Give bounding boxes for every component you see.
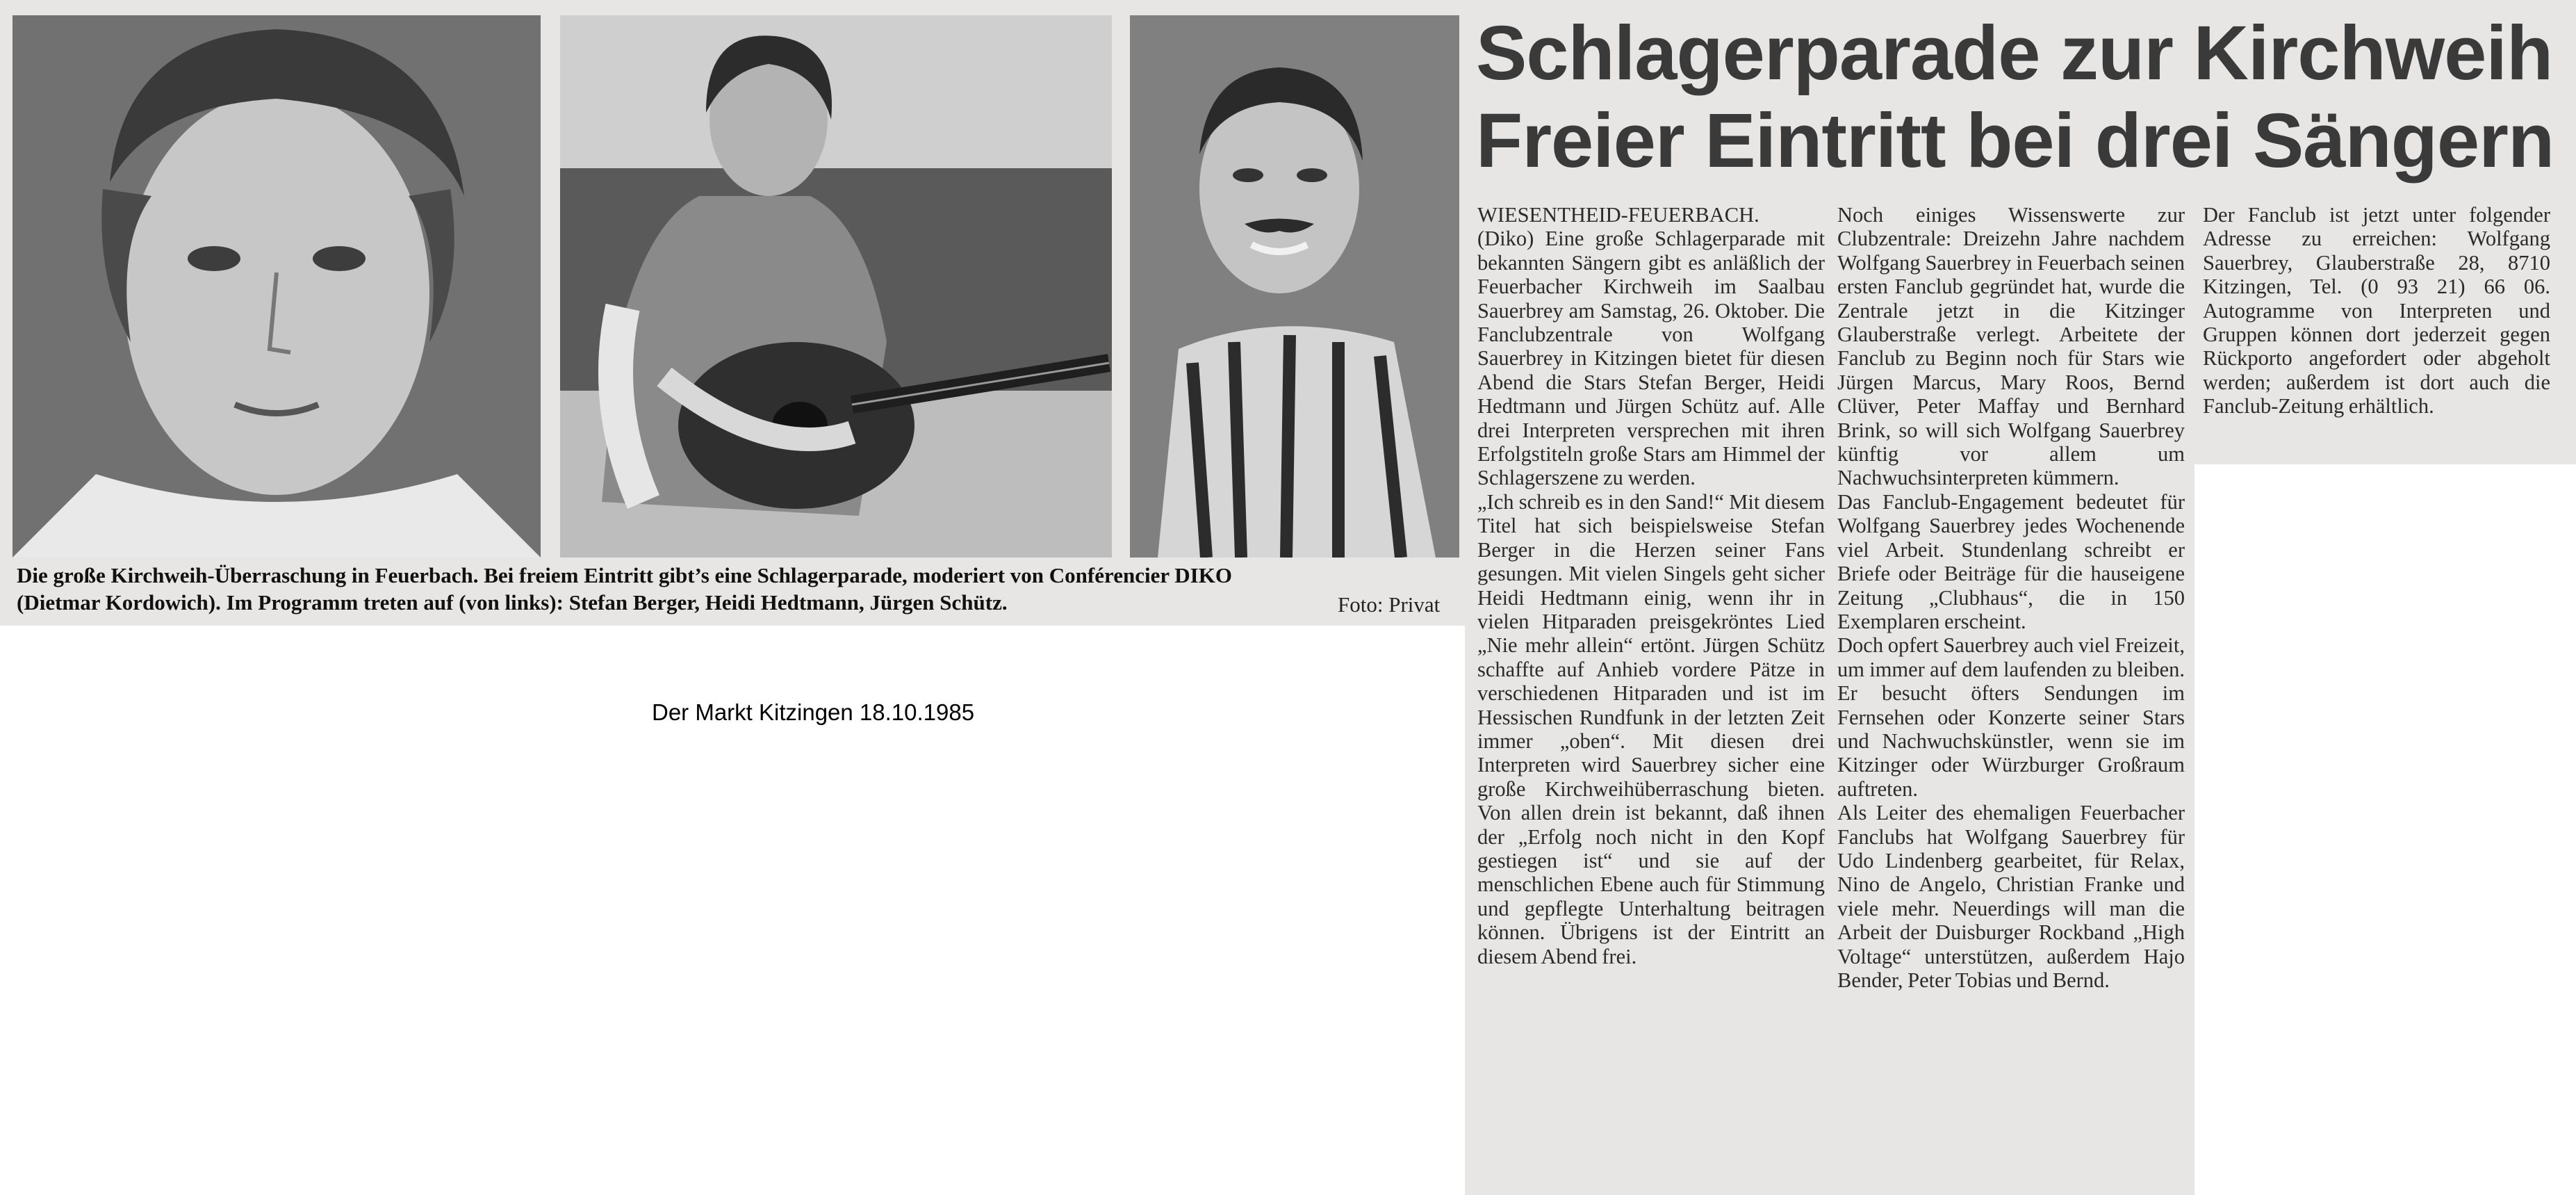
- column-3-paragraph-1: Der Fanclub ist jetzt unter folgender Adresse zu erreichen: Wolfgang Sauerbrey, Glauberstraße 28, 8710 Kitzingen, Tel. (0 93 21) 66 06. Autogramme von Interpreten und Gruppen können dort jederzeit gegen Rückporto angefordert oder abgeholt werden; außerdem ist dort auch die Fanclub-Zeitung erhältlich.: [2203, 203, 2550, 418]
- headline-line-2: Freier Eintritt bei drei Sängern: [1476, 98, 2554, 184]
- dateline: WIESENTHEID-FEUERBACH.: [1477, 203, 1759, 227]
- article-headline: [1476, 10, 2574, 185]
- column-1-paragraph-2: „Ich schreib es in den Sand!“ Mit diesem Titel hat sich beispielsweise Stefan Berger in die Herzen seiner Fans gesungen. Mit vielen Singels geht sicher Heidi Hedtmann einig, wenn ihr in vielen Hitparaden preisgekröntes Lied „Nie mehr allein“ ertönt. Jürgen Schütz schaffte auf Anhieb vordere Pätze in verschiedenen Hitparaden und ist im Hessischen Rundfunk in der letzten Zeit immer „oben“. Mit diesen drei Interpreten wird Sauerbrey sicher eine große Kirchweihüberraschung bieten. Von allen drein ist bekannt, daß ihnen der „Erfolg noch nicht in den Kopf gestiegen ist“ und sie auf der menschlichen Ebene auch für Stimmung und gepflegte Unterhaltung beitragen können. Übrigens ist der Eintritt an diesem Abend frei.: [1477, 489, 1825, 968]
- column-1-paragraph-1: (Diko) Eine große Schlagerparade mit bekannten Sängern gibt es anläßlich der Feuerbacher Kirchweih im Saalbau Sauerbrey am Samstag, 26. Oktober. Die Fanclubzentrale von Wolfgang Sauerbrey in Kitzingen bietet für diesen Abend die Stars Stefan Berger, Heidi Hedtmann und Jürgen Schütz auf. Alle drei Interpreten versprechen mit ihren Erfolgstiteln große Stars am Himmel der Schlagerszene zu werden.: [1477, 227, 1825, 490]
- article-column-3: [2203, 203, 2550, 418]
- photo-heidi-hedtmann: [560, 15, 1112, 558]
- photo-caption: [17, 562, 1434, 616]
- column-2-paragraph-1: Noch einiges Wissenswerte zur Clubzentrale: Dreizehn Jahre nachdem Wolfgang Sauerbrey in Feuerbach seinen ersten Fanclub gegründet hat, wurde die Zentrale jetzt in die Kitzinger Glauberstraße verlegt. Arbeitete der Fanclub zu Beginn noch für Stars wie Jürgen Marcus, Mary Roos, Bernd Clüver, Peter Maffay und Bernhard Brink, so will sich Wolfgang Sauerbrey künftig vor allem um Nachwuchsinterpreten kümmern.: [1837, 203, 2185, 490]
- photo-juergen-schuetz: [1130, 15, 1459, 558]
- caption-line-2: (Dietmar Kordowich). Im Programm treten auf (von links): Stefan Berger, Heidi Hedtmann, Jürgen Schütz.: [17, 590, 1008, 615]
- caption-line-1: Die große Kirchweih-Überraschung in Feuerbach. Bei freiem Eintritt gibt’s eine Schlagerparade, moderiert von Conférencier DIKO: [17, 563, 1232, 587]
- column-2-paragraph-3: Doch opfert Sauerbrey auch viel Freizeit, um immer auf dem laufenden zu bleiben. Er besucht öfters Sendungen im Fernsehen oder Konzerte seiner Stars und Nachwuchskünstler, wenn sie im Kitzinger oder Würzburger Großraum auftreten.: [1837, 633, 2185, 801]
- article-column-1: [1477, 203, 1825, 968]
- column-2-paragraph-2: Das Fanclub-Engagement bedeutet für Wolfgang Sauerbrey jedes Wochenende viel Arbeit. Stundenlang schreibt er Briefe oder Beiträge für die hauseigene Zeitung „Clubhaus“, die in 150 Exemplaren erscheint.: [1837, 489, 2185, 633]
- photo-stefan-berger: [13, 15, 541, 558]
- source-label: Der Markt Kitzingen 18.10.1985: [652, 699, 975, 725]
- article-column-2: [1837, 203, 2185, 992]
- photo-credit: Foto: Privat: [1338, 592, 1441, 617]
- column-2-paragraph-4: Als Leiter des ehemaligen Feuerbacher Fanclubs hat Wolfgang Sauerbrey für Udo Lindenberg gearbeitet, für Relax, Nino de Angelo, Christian Franke und viele mehr. Neuerdings will man die Arbeit der Duisburger Rockband „High Voltage“ unterstützen, außerdem Hajo Bender, Peter Tobias und Bernd.: [1837, 801, 2185, 992]
- headline-line-1: Schlagerparade zur Kirchweih: [1476, 10, 2553, 96]
